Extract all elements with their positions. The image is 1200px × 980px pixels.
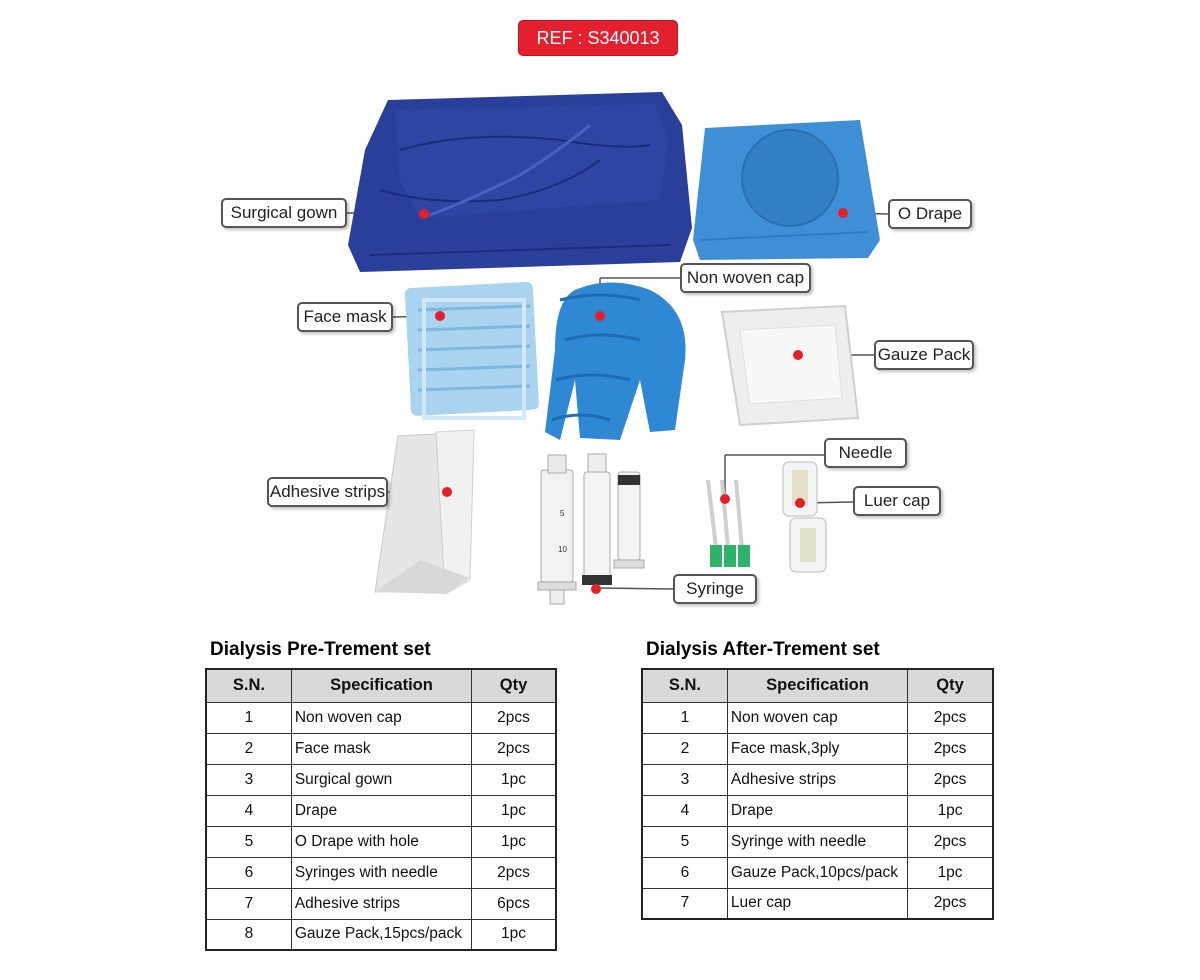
face-mask-image xyxy=(405,282,540,418)
needles-image xyxy=(708,480,750,567)
spec-cell: Drape xyxy=(727,795,907,826)
gauze-pack-image xyxy=(722,306,858,425)
sn-cell: 3 xyxy=(642,764,727,795)
table-row xyxy=(206,733,556,764)
callout-adhesive-strips: Adhesive strips xyxy=(267,477,388,507)
qty-cell: 2pcs xyxy=(908,764,993,795)
non-woven-cap-image xyxy=(545,283,686,441)
table-row xyxy=(642,826,993,857)
qty-cell: 2pcs xyxy=(908,826,993,857)
spec-cell: Non woven cap xyxy=(727,702,907,733)
after-set-title: Dialysis After-Trement set xyxy=(646,639,880,660)
spec-cell: Syringes with needle xyxy=(291,857,471,888)
table-row xyxy=(206,826,556,857)
sn-cell: 6 xyxy=(642,857,727,888)
sn-cell: 8 xyxy=(206,919,291,950)
sn-cell: 4 xyxy=(206,795,291,826)
qty-cell: 2pcs xyxy=(472,702,556,733)
table-row xyxy=(642,733,993,764)
spec-cell: Surgical gown xyxy=(291,764,471,795)
qty-cell: 1pc xyxy=(472,919,556,950)
spec-cell: Face mask xyxy=(291,733,471,764)
adhesive-strips-image xyxy=(375,430,474,594)
table-row xyxy=(642,888,993,919)
table-row xyxy=(642,702,993,733)
spec-cell: O Drape with hole xyxy=(291,826,471,857)
sn-cell: 4 xyxy=(642,795,727,826)
callout-non-woven-cap: Non woven cap xyxy=(680,263,811,293)
spec-cell: Non woven cap xyxy=(291,702,471,733)
table-header-row xyxy=(206,669,556,702)
pre-set-title: Dialysis Pre-Trement set xyxy=(210,639,431,660)
after-set-table xyxy=(641,668,994,920)
callout-luer-cap: Luer cap xyxy=(853,486,941,516)
callout-needle: Needle xyxy=(824,438,907,468)
qty-cell: 1pc xyxy=(908,795,993,826)
table-row xyxy=(206,857,556,888)
qty-cell: 2pcs xyxy=(908,733,993,764)
spec-cell: Syringe with needle xyxy=(727,826,907,857)
sn-cell: 7 xyxy=(206,888,291,919)
syringes-image xyxy=(538,454,644,604)
qty-cell: 2pcs xyxy=(472,857,556,888)
header-qty: Qty xyxy=(472,669,556,702)
spec-cell: Adhesive strips xyxy=(727,764,907,795)
callout-surgical-gown: Surgical gown xyxy=(221,198,347,228)
table-row xyxy=(206,702,556,733)
header-spec: Specification xyxy=(727,669,907,702)
callout-syringe: Syringe xyxy=(673,574,757,604)
ref-badge: REF : S340013 xyxy=(519,21,677,55)
callout-o-drape: O Drape xyxy=(888,199,972,229)
header-sn: S.N. xyxy=(642,669,727,702)
table-header-row xyxy=(642,669,993,702)
syringe-mark-5: 5 xyxy=(560,509,565,518)
qty-cell: 1pc xyxy=(472,795,556,826)
sn-cell: 7 xyxy=(642,888,727,919)
qty-cell: 2pcs xyxy=(472,733,556,764)
qty-cell: 6pcs xyxy=(472,888,556,919)
spec-cell: Face mask,3ply xyxy=(727,733,907,764)
qty-cell: 1pc xyxy=(472,826,556,857)
sn-cell: 1 xyxy=(642,702,727,733)
qty-cell: 2pcs xyxy=(908,702,993,733)
surgical-gown-image xyxy=(348,92,692,272)
qty-cell: 2pcs xyxy=(908,888,993,919)
callout-face-mask: Face mask xyxy=(297,302,393,332)
sn-cell: 5 xyxy=(206,826,291,857)
qty-cell: 1pc xyxy=(908,857,993,888)
header-sn: S.N. xyxy=(206,669,291,702)
header-spec: Specification xyxy=(291,669,471,702)
qty-cell: 1pc xyxy=(472,764,556,795)
table-row xyxy=(642,795,993,826)
sn-cell: 1 xyxy=(206,702,291,733)
spec-cell: Gauze Pack,10pcs/pack xyxy=(727,857,907,888)
table-row xyxy=(642,857,993,888)
sn-cell: 2 xyxy=(206,733,291,764)
table-row xyxy=(206,764,556,795)
table-row xyxy=(642,764,993,795)
spec-cell: Drape xyxy=(291,795,471,826)
table-row xyxy=(206,795,556,826)
table-row xyxy=(206,888,556,919)
sn-cell: 3 xyxy=(206,764,291,795)
header-qty: Qty xyxy=(908,669,993,702)
callout-gauze-pack: Gauze Pack xyxy=(874,340,974,370)
luer-caps-image xyxy=(783,462,826,572)
syringe-mark-10: 10 xyxy=(558,545,567,554)
spec-cell: Luer cap xyxy=(727,888,907,919)
spec-cell: Adhesive strips xyxy=(291,888,471,919)
pre-set-table xyxy=(205,668,557,951)
sn-cell: 2 xyxy=(642,733,727,764)
o-drape-image xyxy=(693,120,880,260)
table-row xyxy=(206,919,556,950)
sn-cell: 5 xyxy=(642,826,727,857)
spec-cell: Gauze Pack,15pcs/pack xyxy=(291,919,471,950)
sn-cell: 6 xyxy=(206,857,291,888)
